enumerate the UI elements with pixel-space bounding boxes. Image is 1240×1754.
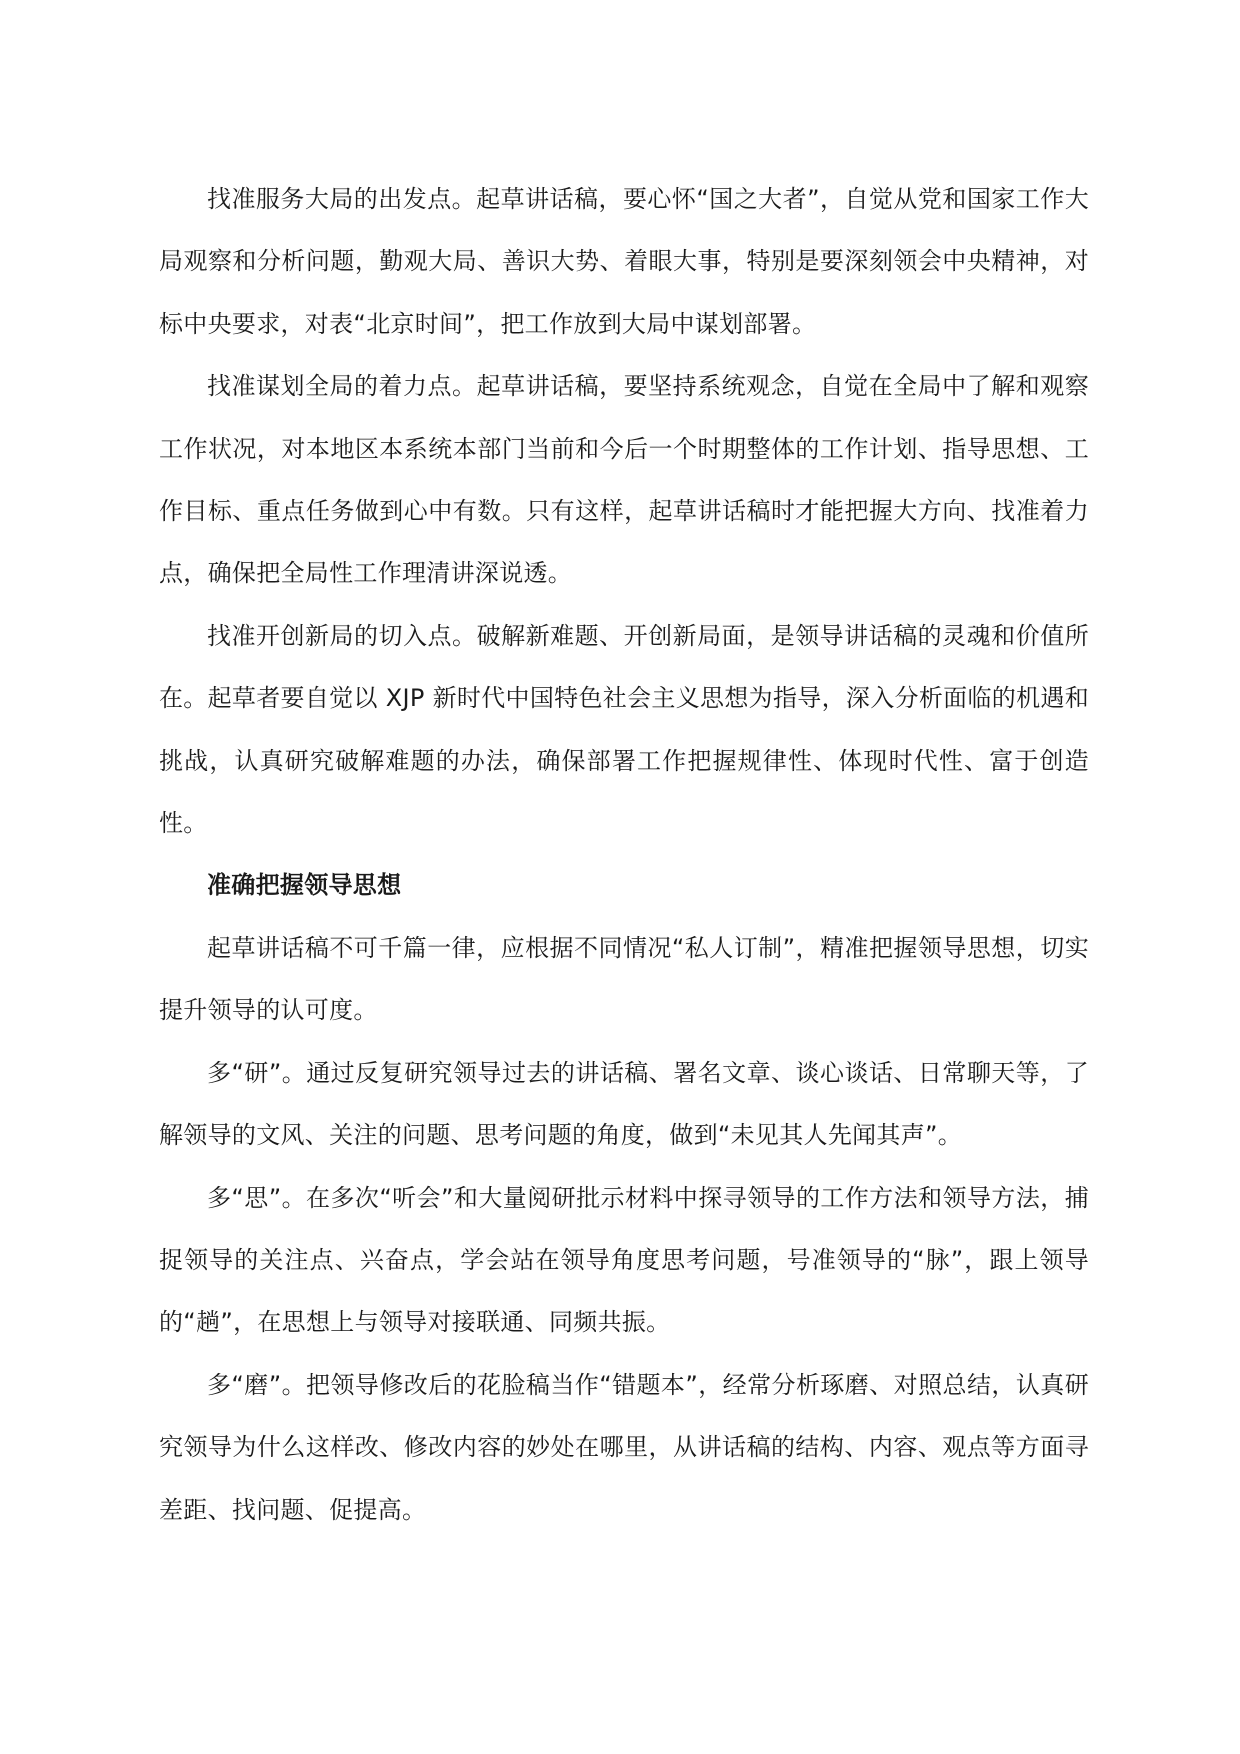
section-heading: 准确把握领导思想 xyxy=(207,871,402,900)
paragraph-think: 多“思”。在多次“听会”和大量阅研批示材料中探寻领导的工作方法和领导方法，捕捉领导的关注点、兴奋点，学会站在领导角度思考问题，号准领导的“脉”，跟上领导的“趟”，在思想上与领导对接联通、同频共振。 xyxy=(159,1183,1089,1337)
paragraph-plan-overall: 找准谋划全局的着力点。起草讲话稿，要坚持系统观念，自觉在全局中了解和观察工作状况，对本地区本系统本部门当前和今后一个时期整体的工作计划、指导思想、工作目标、重点任务做到心中有数。只有这样，起草讲话稿时才能把握大方向、找准着力点，确保把全局性工作理清讲深说透。 xyxy=(159,372,1089,588)
paragraph-polish: 多“磨”。把领导修改后的花脸稿当作“错题本”，经常分析琢磨、对照总结，认真研究领导为什么这样改、修改内容的妙处在哪里，从讲话稿的结构、内容、观点等方面寻差距、找问题、促提高。 xyxy=(159,1370,1089,1524)
paragraph-leader-thought: 起草讲话稿不可千篇一律，应根据不同情况“私人订制”，精准把握领导思想，切实提升领导的认可度。 xyxy=(159,933,1089,1025)
paragraph-new-situation: 找准开创新局的切入点。破解新难题、开创新局面，是领导讲话稿的灵魂和价值所在。起草者要自觉以 XJP 新时代中国特色社会主义思想为指导，深入分析面临的机遇和挑战，认真研究破解难题的办法，确保部署工作把握规律性、体现时代性、富于创造性。 xyxy=(159,621,1089,838)
paragraph-service-overall: 找准服务大局的出发点。起草讲话稿，要心怀“国之大者”，自觉从党和国家工作大局观察和分析问题，勤观大局、善识大势、着眼大事，特别是要深刻领会中央精神，对标中央要求，对表“北京时间”，把工作放到大局中谋划部署。 xyxy=(159,185,1089,338)
document-body xyxy=(159,168,1089,1541)
paragraph-research: 多“研”。通过反复研究领导过去的讲话稿、署名文章、谈心谈话、日常聊天等，了解领导的文风、关注的问题、思考问题的角度，做到“未见其人先闻其声”。 xyxy=(159,1058,1089,1150)
